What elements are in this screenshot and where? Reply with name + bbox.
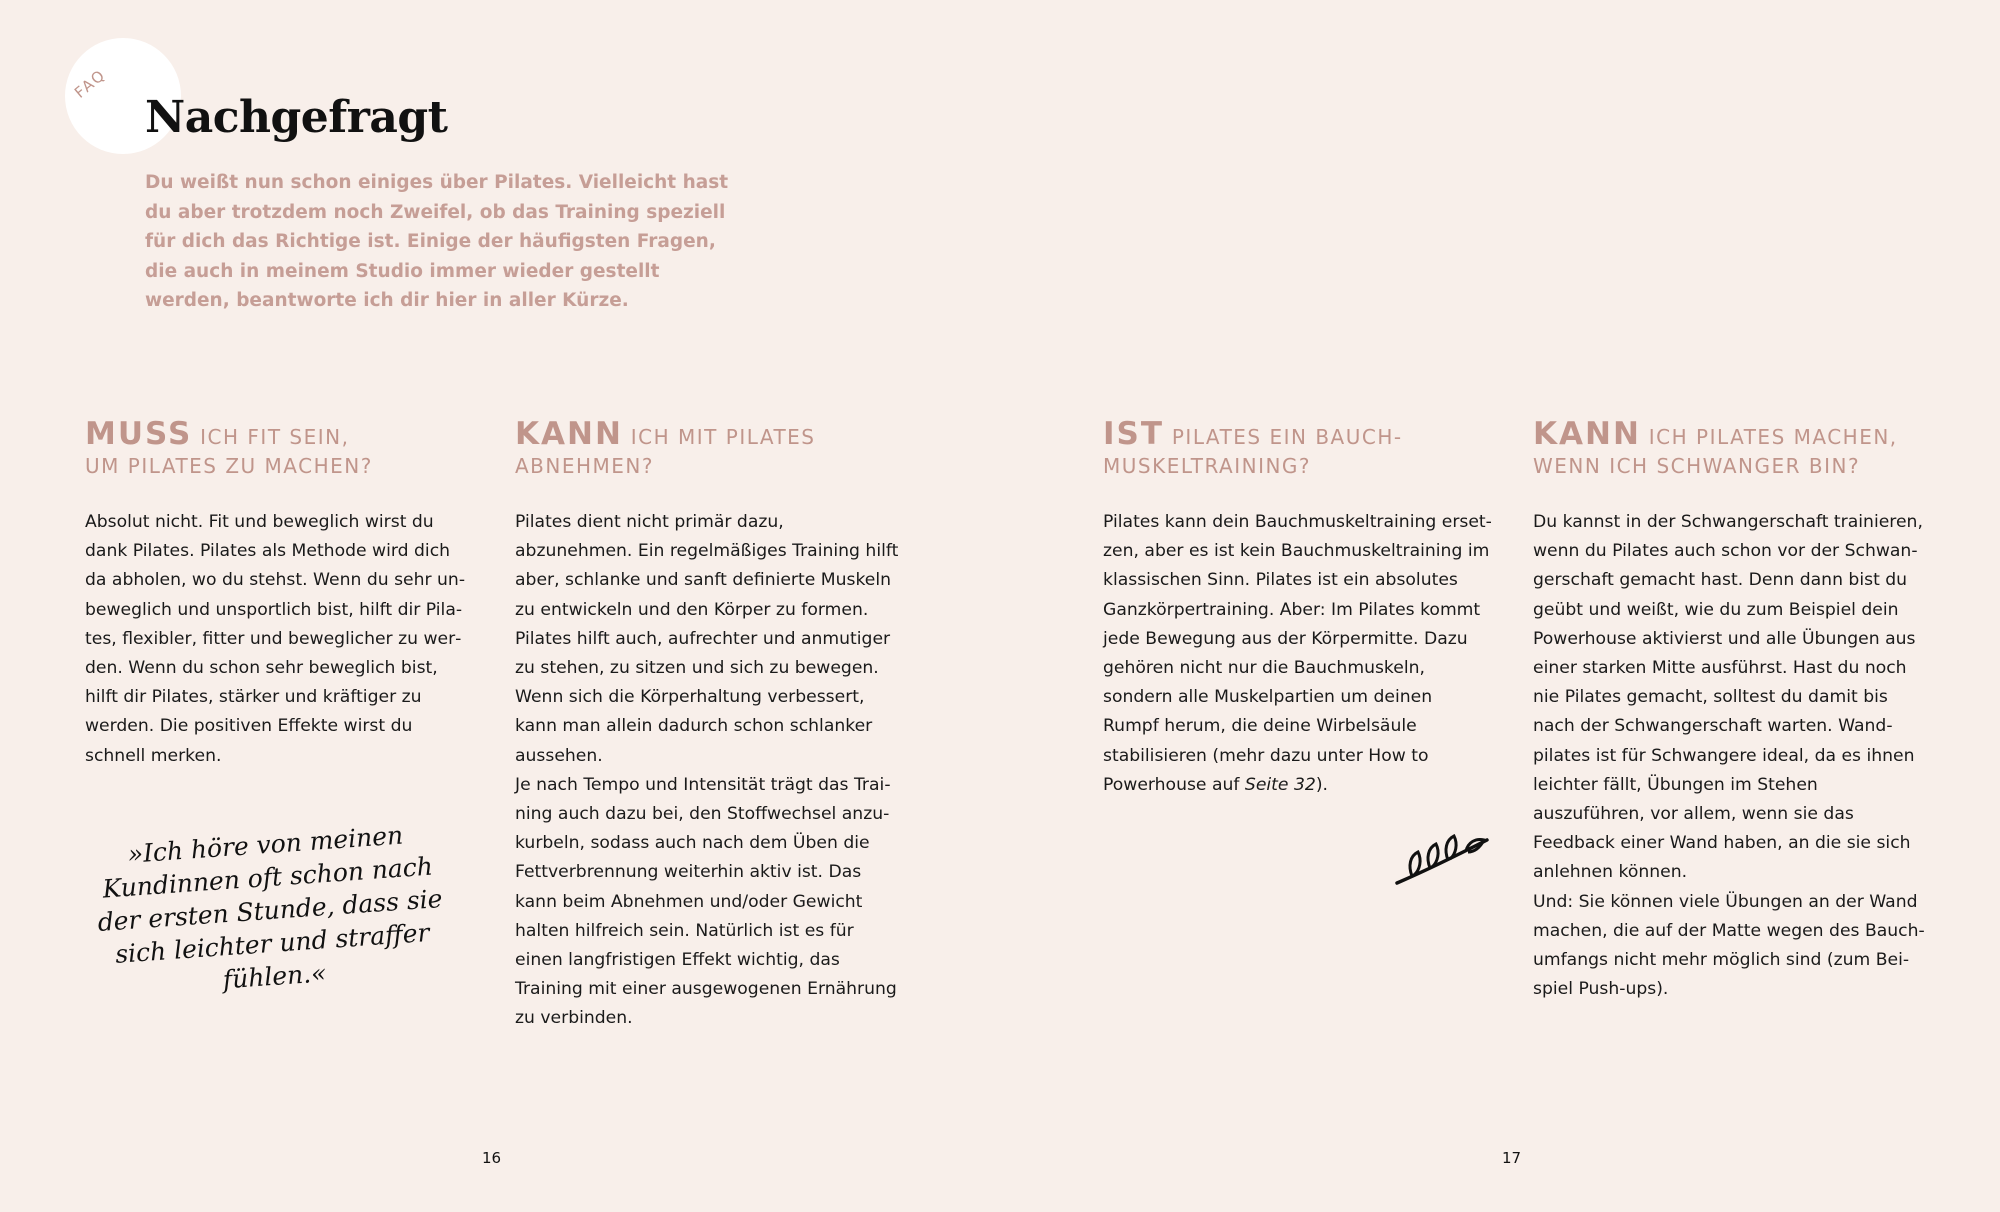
faq-question — [1533, 416, 1933, 481]
question-text: ICH FIT SEIN, UM PILATES ZU MACHEN? — [85, 425, 373, 478]
page-number-right: 17 — [1502, 1149, 1522, 1167]
faq-answer: Du kannst in der Schwangerschaft trainieren, wenn du Pilates auch schon vor der Schwangerschaft gemacht hast. Denn dann bist du geübt und weißt, wie du zum Beispiel dein Powerhouse aktivierst und alle Übungen aus einer starken Mitte ausführst. Hast du noch nie Pilates gemacht, solltest du damit bis nach der Schwangerschaft warten. Wandpilates ist für Schwangere ideal, da es ihnen leichter fällt, Übungen im Stehen auszuführen, vor allem, wenn sie das Feedback einer Wand haben, an die sie sich anlehnen können. Und: Sie können viele Übungen an der Wand machen, die auf der Matte wegen des Bauchumfangs nicht mehr möglich sind (zum Beispiel Push-ups). — [1533, 512, 1925, 1000]
page-title: Nachgefragt — [145, 92, 448, 143]
faq-answer: Absolut nicht. Fit und beweglich wirst du dank Pilates. Pilates als Methode wird dich da abholen, wo du stehst. Wenn du sehr unbeweglich und unsportlich bist, hilft dir Pilates, flexibler, fitter und beweglicher zu werden. Wenn du schon sehr beweglich bist, hilft dir Pilates, stärker und kräftiger zu werden. Die positiven Effekte wirst du schnell merken. — [85, 512, 466, 766]
question-lead-word: KANN — [515, 416, 623, 452]
faq-question — [85, 416, 475, 481]
question-text: PILATES EIN BAUCH- MUSKELTRAINING? — [1103, 425, 1403, 478]
question-lead-word: IST — [1103, 416, 1165, 452]
faq-item-abnehmen — [515, 416, 905, 1034]
answer-text-end: ). — [1315, 774, 1328, 795]
page-reference: Seite 32 — [1244, 774, 1316, 795]
page-number-left: 16 — [482, 1149, 502, 1167]
faq-question — [1103, 416, 1493, 481]
question-text: ICH MIT PILATES ABNEHMEN? — [515, 425, 816, 478]
faq-item-fit — [85, 416, 475, 771]
faq-badge-label: FAQ — [71, 65, 110, 102]
faq-item-schwanger — [1533, 416, 1933, 1004]
question-lead-word: KANN — [1533, 416, 1641, 452]
faq-item-bauchmuskel — [1103, 416, 1493, 800]
question-lead-word: MUSS — [85, 416, 193, 452]
intro-text: Du weißt nun schon einiges über Pilates. Vielleicht hast du aber trotzdem noch Zweifel, ob das Training speziell für dich das Richtige ist. Einige der häufigsten Fragen, die auch in meinem Studio immer wieder gestellt werden, beantworte ich dir hier in aller Kürze. — [145, 172, 729, 311]
faq-answer — [1103, 508, 1493, 800]
faq-answer: Pilates dient nicht primär dazu, abzunehmen. Ein regelmäßiges Training hilft aber, schlanke und sanft definierte Muskeln zu entwickeln und den Körper zu formen. Pilates hilft auch, aufrechter und anmutiger zu stehen, zu sitzen und sich zu bewegen. Wenn sich die Körperhaltung verbessert, kann man allein dadurch schon schlanker aussehen. Je nach Tempo und Intensität trägt das Training auch dazu bei, den Stoffwechsel anzukurbeln, sodass auch nach dem Üben die Fettverbrennung weiterhin aktiv ist. Das kann beim Abnehmen und/oder Gewicht halten hilfreich sein. Natürlich ist es für einen langfristigen Effekt wichtig, das Training mit einer ausgewogenen Ernährung zu verbinden. — [515, 512, 899, 1029]
question-text: ICH PILATES MACHEN, WENN ICH SCHWANGER BIN? — [1533, 425, 1898, 478]
answer-text: Pilates kann dein Bauchmuskeltraining ersetzen, aber es ist kein Bauchmuskeltraining im klassischen Sinn. Pilates ist ein absolutes Ganzkörpertraining. Aber: Im Pilates kommt jede Bewegung aus der Körpermitte. Dazu gehören nicht nur die Bauchmuskeln, sondern alle Muskelpartien um deinen Rumpf herum, die deine Wirbelsäule stabilisieren (mehr dazu unter How to Powerhouse auf — [1103, 512, 1492, 795]
sprig-icon — [1392, 828, 1492, 888]
faq-question — [515, 416, 905, 481]
handwritten-quote: »Ich höre von meinen Kundinnen oft schon nach der ersten Stunde, dass sie sich leichter und straffer fühlen.« — [96, 820, 444, 995]
